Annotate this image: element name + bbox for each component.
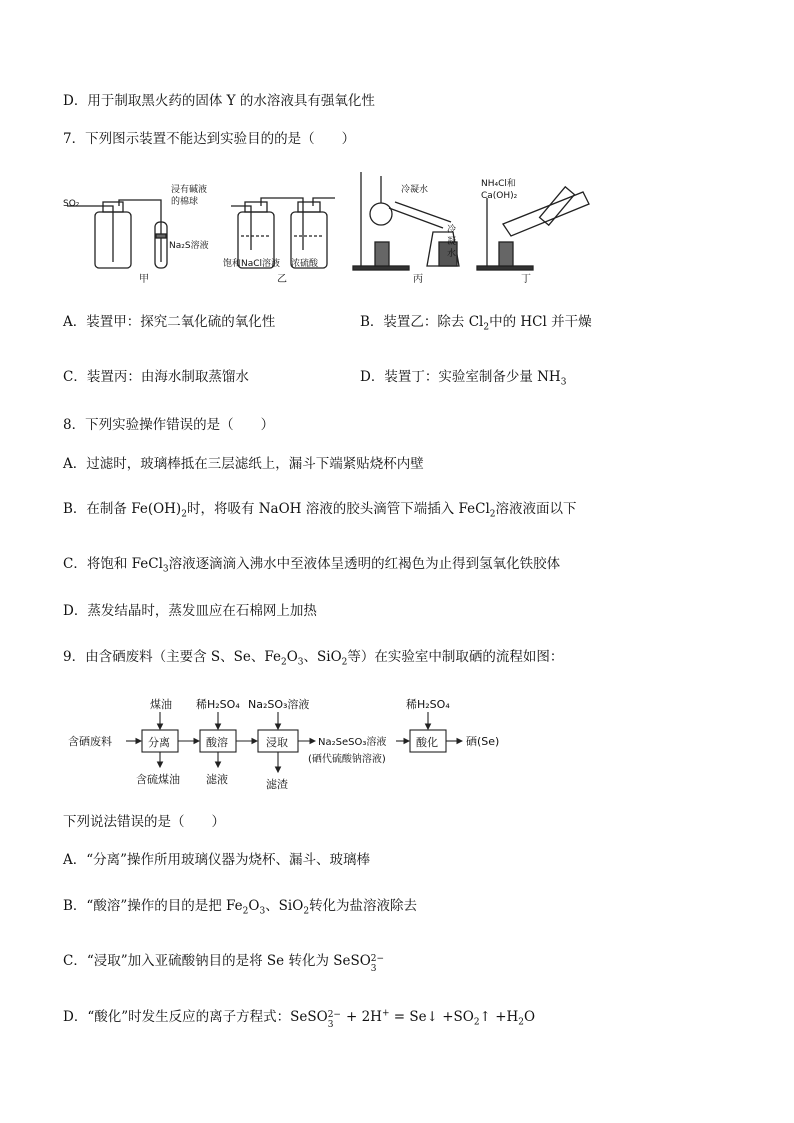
flow-out-kerosene: 含硫煤油 (136, 773, 180, 786)
flow-out-residue: 滤渣 (266, 778, 288, 791)
flow-product: 硒(Se) (466, 735, 500, 748)
ding-reagent-label-1: NH₄Cl和 (481, 179, 516, 189)
q8-option-d: D．蒸发结晶时，蒸发皿应在石棉网上加热 (63, 603, 317, 619)
flow-mid-solution: Na₂SeSO₃溶液 (318, 737, 387, 748)
q8-option-b: B．在制备 $Fe(OH)_2$时，将吸有 NaOH 溶液的胶头滴管下端插入 FeCl$_2$溶液液面以下 (63, 501, 577, 520)
ding-reagent-label-2: Ca(OH)₂ (481, 191, 518, 201)
jia-so2-label: SO₂ (63, 199, 80, 209)
jia-cotton-label-1: 浸有碱液 (171, 185, 208, 195)
jia-na2s-label: Na₂S溶液 (169, 241, 209, 251)
flow-add-kerosene: 煤油 (150, 698, 172, 711)
q9-flowchart (68, 692, 518, 792)
q9-sub-stem: 下列说法错误的是（ ） (63, 814, 225, 830)
q8-option-c: C．将饱和 FeCl$_3$溶液逐滴滴入沸水中至液体呈透明的红褐色为止得到氢氧化铁胶体 (63, 556, 561, 575)
q7-option-d: D．装置丁：实验室制备少量 $NH_3$ (360, 369, 567, 388)
q7-option-a: A．装置甲：探究二氧化硫的氧化性 (63, 314, 276, 330)
q9-stem: 9．由含硒废料（主要含 S、Se、$Fe_2O_3$、SiO$_2$等）在实验室中制取硒的流程如图： (63, 649, 564, 668)
q9-option-a: A．“分离”操作所用玻璃仪器为烧杯、漏斗、玻璃棒 (63, 852, 371, 868)
flow-add-h2so4-1: 稀H₂SO₄ (196, 698, 240, 711)
flow-add-h2so4-2: 稀H₂SO₄ (406, 698, 450, 711)
flow-input: 含硒废料 (68, 735, 112, 748)
bing-cond-label-2: 冷 (447, 225, 457, 235)
ding-caption: 丁 (521, 274, 531, 285)
q7-apparatus-figure (63, 162, 603, 288)
q8-stem: 8．下列实验操作错误的是（ ） (63, 417, 275, 433)
bing-cond-label-3: 凝 (447, 237, 457, 247)
flow-step2-label: 酸溶 (206, 736, 228, 749)
flow-step3-label: 浸取 (266, 736, 288, 749)
q7-stem: 7．下列图示装置不能达到实验目的的是（ ） (63, 131, 356, 147)
q7-option-b: B．装置乙：除去 $Cl_2$中的 HCl 并干燥 (360, 314, 592, 333)
bing-caption: 丙 (413, 274, 423, 285)
q8-option-a: A．过滤时，玻璃棒抵在三层滤纸上，漏斗下端紧贴烧杯内壁 (63, 456, 424, 472)
jia-caption: 甲 (139, 274, 149, 285)
q9-option-d: D．“酸化”时发生反应的离子方程式：SeSO 2− 3 + 2H+ = Se↓ $+SO_2↑ +H_2O$ (63, 1008, 536, 1030)
jia-cotton-label-2: 的棉球 (171, 197, 199, 207)
q9-option-b: B．“酸溶”操作的目的是把 $Fe_2O_3$、SiO$_2$转化为盐溶液除去 (63, 898, 418, 917)
bing-cond-label-1: 冷凝水 (401, 185, 429, 195)
flow-step4-label: 酸化 (416, 736, 438, 749)
flow-out-filtrate: 滤液 (206, 773, 228, 786)
q7-option-c: C．装置丙：由海水制取蒸馏水 (63, 369, 249, 385)
q6-option-d: D．用于制取黑火药的固体 Y 的水溶液具有强氧化性 (63, 93, 375, 109)
yi-caption: 乙 (277, 274, 287, 285)
flow-mid-solution-note: (硒代硫酸钠溶液) (308, 754, 386, 765)
flow-step1-label: 分离 (148, 736, 170, 749)
bing-cond-label-4: 水 (447, 249, 457, 259)
flow-add-na2so3: Na₂SO₃溶液 (248, 698, 310, 711)
yi-bottle1-label: 饱和NaCl溶液 (223, 259, 281, 269)
q9-option-c: C．“浸取”加入亚硫酸钠目的是将 Se 转化为 SeSO 2− 3 (63, 953, 385, 974)
yi-bottle2-label: 浓硫酸 (291, 259, 319, 269)
